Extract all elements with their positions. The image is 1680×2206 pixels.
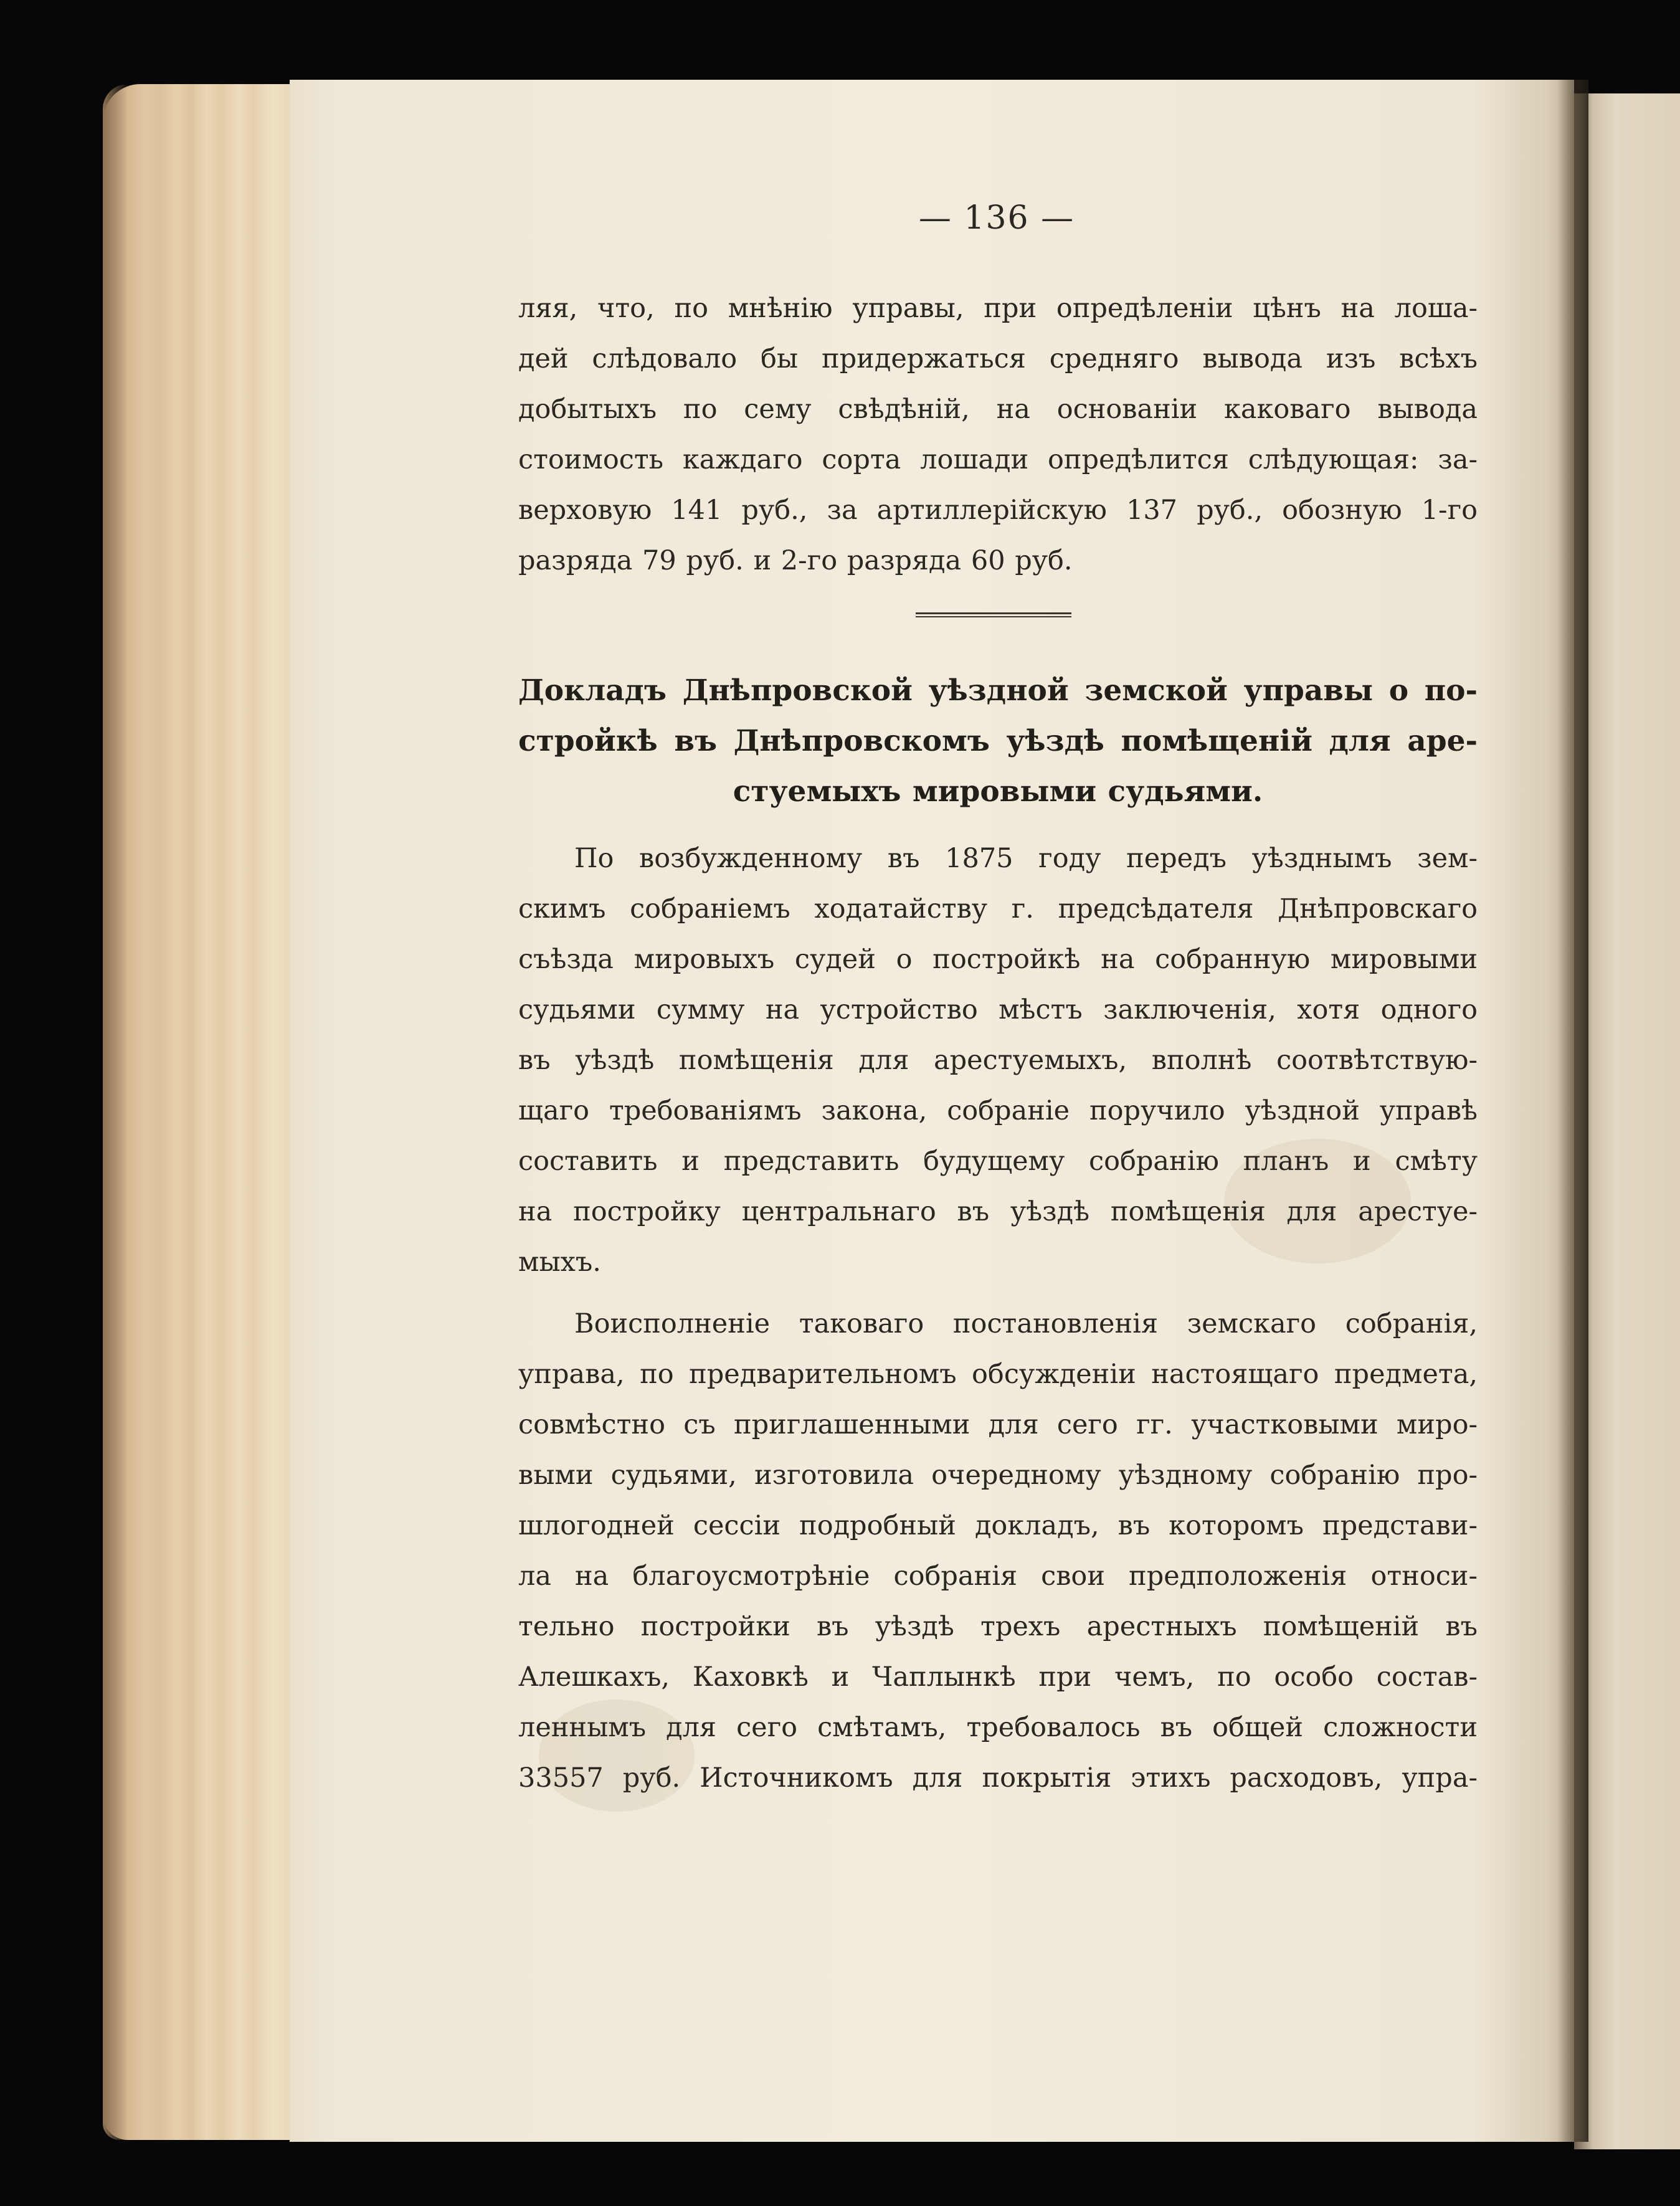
heading-line: стройкѣ въ Днѣпровскомъ уѣздѣ помѣщеній для аре- [518, 724, 1478, 758]
paragraph-2 [518, 834, 1478, 1288]
text-line: тельно постройки въ уѣздѣ трехъ арестныхъ помѣщеній въ [518, 1611, 1478, 1642]
text-line: разряда 79 руб. и 2-го разряда 60 руб. [518, 545, 1073, 576]
text-line: на постройку центральнаго въ уѣздѣ помѣщенія для арестуе- [518, 1196, 1478, 1227]
text-line: щаго требованіямъ закона, собраніе поручило уѣздной управѣ [518, 1095, 1478, 1126]
page-number: — 136 — [918, 199, 1075, 237]
text-line: совмѣстно съ приглашенными для сего гг. участковыми миро- [518, 1409, 1478, 1440]
heading-line: стуемыхъ мировыми судьями. [733, 774, 1263, 809]
text-line: выми судьями, изготовила очередному уѣздному собранію про- [518, 1460, 1478, 1491]
text-line: Воисполненіе таковаго постановленія земскаго собранія, [574, 1308, 1478, 1339]
book-page-edges [103, 84, 296, 2140]
text-line: ла на благоусмотрѣніе собранія свои предположенія относи- [518, 1561, 1478, 1592]
text-line: верховую 141 руб., за артиллерійскую 137 руб., обозную 1-го [518, 495, 1478, 526]
paragraph-3 [518, 1299, 1478, 1804]
text-line: шлогодней сессіи подробный докладъ, въ которомъ представи- [518, 1510, 1478, 1541]
text-line: скимъ собраніемъ ходатайству г. предсѣдателя Днѣпровскаго [518, 893, 1478, 925]
adjacent-page-edge [1574, 93, 1680, 2149]
text-line: въ уѣздѣ помѣщенія для арестуемыхъ, вполнѣ соотвѣтствую- [518, 1045, 1478, 1076]
text-line: 33557 руб. Источникомъ для покрытія этихъ расходовъ, упра- [518, 1762, 1478, 1794]
text-line: добытыхъ по сему свѣдѣній, на основаніи каковаго вывода [518, 394, 1478, 425]
gutter-shadow [1557, 80, 1588, 2142]
text-line: мыхъ. [518, 1247, 601, 1278]
text-line: Алешкахъ, Каховкѣ и Чаплынкѣ при чемъ, по особо состав- [518, 1662, 1478, 1693]
paragraph-1 [518, 283, 1478, 586]
section-heading [518, 665, 1478, 817]
heading-line: Докладъ Днѣпровской уѣздной земской управы о по- [518, 673, 1478, 708]
text-line: По возбужденному въ 1875 году передъ уѣзднымъ зем- [574, 843, 1478, 874]
text-line: съѣзда мировыхъ судей о постройкѣ на собранную мировыми [518, 944, 1478, 975]
text-line: дей слѣдовало бы придержаться средняго вывода изъ всѣхъ [518, 343, 1478, 374]
text-line: судьями сумму на устройство мѣстъ заключенія, хотя одного [518, 994, 1478, 1025]
text-line: управа, по предварительномъ обсужденіи настоящаго предмета, [518, 1359, 1478, 1390]
text-line: составить и представить будущему собранію планъ и смѣту [518, 1146, 1478, 1177]
text-line: ляя, что, по мнѣнію управы, при опредѣленіи цѣнъ на лоша- [518, 293, 1478, 324]
text-line: стоимость каждаго сорта лошади опредѣлится слѣдующая: за- [518, 444, 1478, 475]
text-line: леннымъ для сего смѣтамъ, требовалось въ общей сложности [518, 1712, 1478, 1743]
section-divider-rule [916, 612, 1071, 617]
